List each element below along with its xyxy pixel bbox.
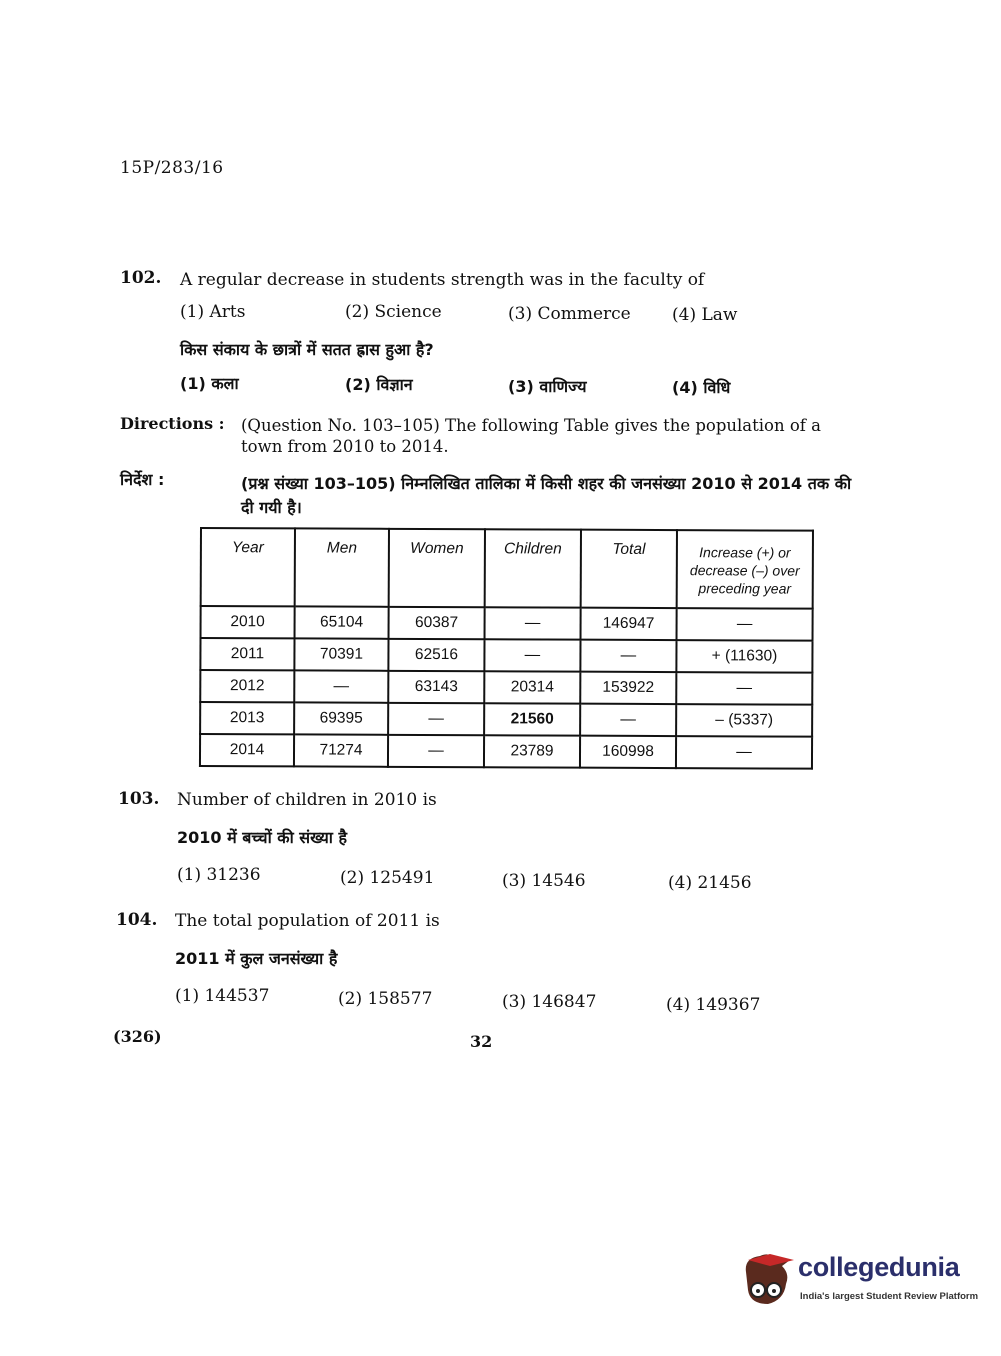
page-number: 32 bbox=[470, 1032, 493, 1051]
question-text: A regular decrease in students strength was in the faculty of bbox=[180, 270, 705, 290]
table-row bbox=[200, 670, 812, 705]
table-cell: 153922 bbox=[580, 672, 676, 704]
table-cell: – (5337) bbox=[676, 704, 812, 737]
table-cell: 65104 bbox=[295, 606, 389, 638]
option-hindi: (1) कला bbox=[180, 374, 239, 393]
directions-label: Directions : bbox=[120, 414, 225, 433]
table-cell: 71274 bbox=[294, 734, 388, 766]
question-text-hindi: 2010 में बच्चों की संख्या है bbox=[177, 828, 347, 847]
table-row bbox=[201, 606, 813, 641]
option-hindi: (3) वाणिज्य bbox=[508, 377, 587, 396]
table-cell: — bbox=[580, 640, 676, 672]
col-header-men: Men bbox=[295, 528, 389, 606]
table-row bbox=[200, 734, 812, 769]
table-cell: 160998 bbox=[580, 736, 676, 768]
col-header-total: Total bbox=[581, 530, 677, 608]
table-cell: — bbox=[388, 735, 484, 767]
option: (4) 21456 bbox=[668, 873, 752, 893]
option: (4) Law bbox=[672, 305, 738, 325]
table-row bbox=[200, 702, 812, 737]
col-header-women: Women bbox=[389, 529, 485, 607]
logo-tagline: India's largest Student Review Platform bbox=[800, 1291, 979, 1302]
table-cell: 2014 bbox=[200, 734, 294, 766]
table-cell: 23789 bbox=[484, 735, 580, 767]
directions-text-hindi: (प्रश्न संख्या 103–105) निम्नलिखित तालिका में किसी शहर की जनसंख्या 2010 से 2014 तक की दी गयी है। bbox=[241, 474, 852, 517]
option: (1) 144537 bbox=[175, 986, 270, 1006]
question-text: The total population of 2011 is bbox=[175, 911, 440, 931]
option: (2) Science bbox=[345, 302, 442, 322]
paper-code: 15P/283/16 bbox=[120, 158, 224, 178]
mascot-icon bbox=[740, 1250, 796, 1310]
table-cell: 20314 bbox=[484, 671, 580, 703]
col-header-children: Children bbox=[485, 529, 581, 607]
table-cell: — bbox=[484, 639, 580, 671]
option: (4) 149367 bbox=[666, 995, 761, 1015]
table-cell: — bbox=[388, 703, 484, 735]
table-cell: 2012 bbox=[200, 670, 294, 702]
option: (1) Arts bbox=[180, 302, 246, 322]
table-cell: 60387 bbox=[389, 607, 485, 639]
footer-code: (326) bbox=[113, 1027, 162, 1046]
table-cell: — bbox=[676, 672, 812, 705]
question-number: 103. bbox=[118, 789, 160, 809]
option: (2) 125491 bbox=[340, 868, 435, 888]
population-table bbox=[199, 527, 814, 770]
table-cell: — bbox=[485, 607, 581, 639]
table-cell: + (11630) bbox=[676, 640, 812, 673]
table-cell: — bbox=[580, 704, 676, 736]
option-hindi: (4) विधि bbox=[672, 378, 731, 397]
table-cell: 63143 bbox=[388, 671, 484, 703]
table-cell: 69395 bbox=[294, 702, 388, 734]
collegedunia-logo bbox=[740, 1250, 979, 1312]
table-cell: 2010 bbox=[201, 606, 295, 638]
option: (3) 146847 bbox=[502, 992, 597, 1012]
question-number: 102. bbox=[120, 268, 162, 288]
directions-label-hindi: निर्देश : bbox=[120, 470, 165, 489]
table-cell: 70391 bbox=[294, 638, 388, 670]
table-cell: 146947 bbox=[581, 608, 677, 640]
option: (3) 14546 bbox=[502, 871, 586, 891]
table-cell: 2013 bbox=[200, 702, 294, 734]
col-header-year: Year bbox=[201, 528, 295, 606]
question-number: 104. bbox=[116, 910, 158, 930]
question-text-hindi: 2011 में कुल जनसंख्या है bbox=[175, 949, 338, 968]
question-text-hindi: किस संकाय के छात्रों में सतत ह्रास हुआ है? bbox=[180, 340, 434, 359]
table-cell: 2011 bbox=[200, 638, 294, 670]
table-cell: — bbox=[294, 670, 388, 702]
directions-text: (Question No. 103–105) The following Table gives the population of a town from 2010 to 2014. bbox=[241, 416, 821, 456]
table-cell: — bbox=[676, 736, 812, 769]
option-hindi: (2) विज्ञान bbox=[345, 375, 413, 394]
question-text: Number of children in 2010 is bbox=[177, 790, 437, 810]
option: (2) 158577 bbox=[338, 989, 433, 1009]
table-cell: — bbox=[677, 608, 813, 641]
table-cell: 62516 bbox=[388, 639, 484, 671]
table-header-row bbox=[201, 528, 813, 609]
table-cell: 21560 bbox=[484, 703, 580, 735]
col-header-change: Increase (+) or decrease (–) over preceding year bbox=[677, 530, 813, 609]
option: (1) 31236 bbox=[177, 865, 261, 885]
logo-name: collegedunia bbox=[798, 1252, 960, 1282]
table-row bbox=[200, 638, 812, 673]
option: (3) Commerce bbox=[508, 304, 631, 324]
